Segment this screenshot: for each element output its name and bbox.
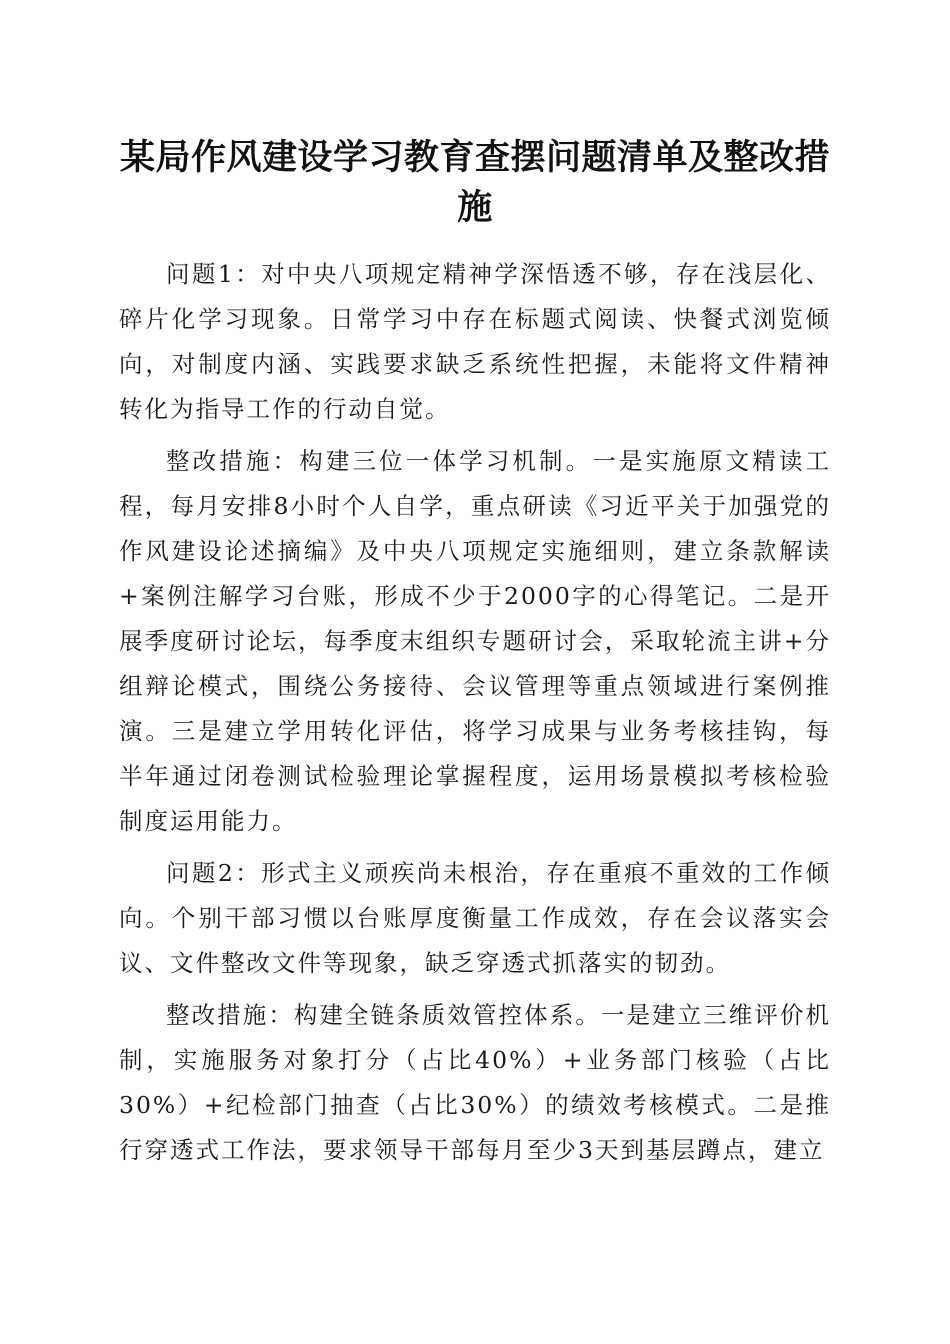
paragraph-measures-1: 整改措施：构建三位一体学习机制。一是实施原文精读工程，每月安排8小时个人自学，重点研读《习近平关于加强党的作风建设论述摘编》及中央八项规定实施细则，建立条款解读+案例注解学习台账，形成不少于2000字的心得笔记。二是开展季度研讨论坛，每季度末组织专题研讨会，采取轮流主讲+分组辩论模式，围绕公务接待、会议管理等重点领域进行案例推演。三是建立学用转化评估，将学习成果与业务考核挂钩，每半年通过闭卷测试检验理论掌握程度，运用场景模拟考核检验制度运用能力。 bbox=[119, 447, 831, 835]
document-title: 某局作风建设学习教育查摆问题清单及整改措施 bbox=[119, 137, 830, 228]
document-body bbox=[119, 252, 831, 1180]
paragraph-problem-1: 问题1：对中央八项规定精神学深悟透不够，存在浅层化、碎片化学习现象。日常学习中存在标题式阅读、快餐式浏览倾向，对制度内涵、实践要求缺乏系统性把握，未能将文件精神转化为指导工作的行动自觉。 bbox=[119, 260, 831, 423]
paragraph-measures-2: 整改措施：构建全链条质效管控体系。一是建立三维评价机制，实施服务对象打分（占比40%）+业务部门核验（占比30%）+纪检部门抽查（占比30%）的绩效考核模式。二是推行穿透式工作法，要求领导干部每月至少3天到基层蹲点，建立 bbox=[119, 1001, 831, 1164]
paragraph-problem-2: 问题2：形式主义顽疾尚未根治，存在重痕不重效的工作倾向。个别干部习惯以台账厚度衡量工作成效，存在会议落实会议、文件整改文件等现象，缺乏穿透式抓落实的韧劲。 bbox=[119, 859, 831, 977]
